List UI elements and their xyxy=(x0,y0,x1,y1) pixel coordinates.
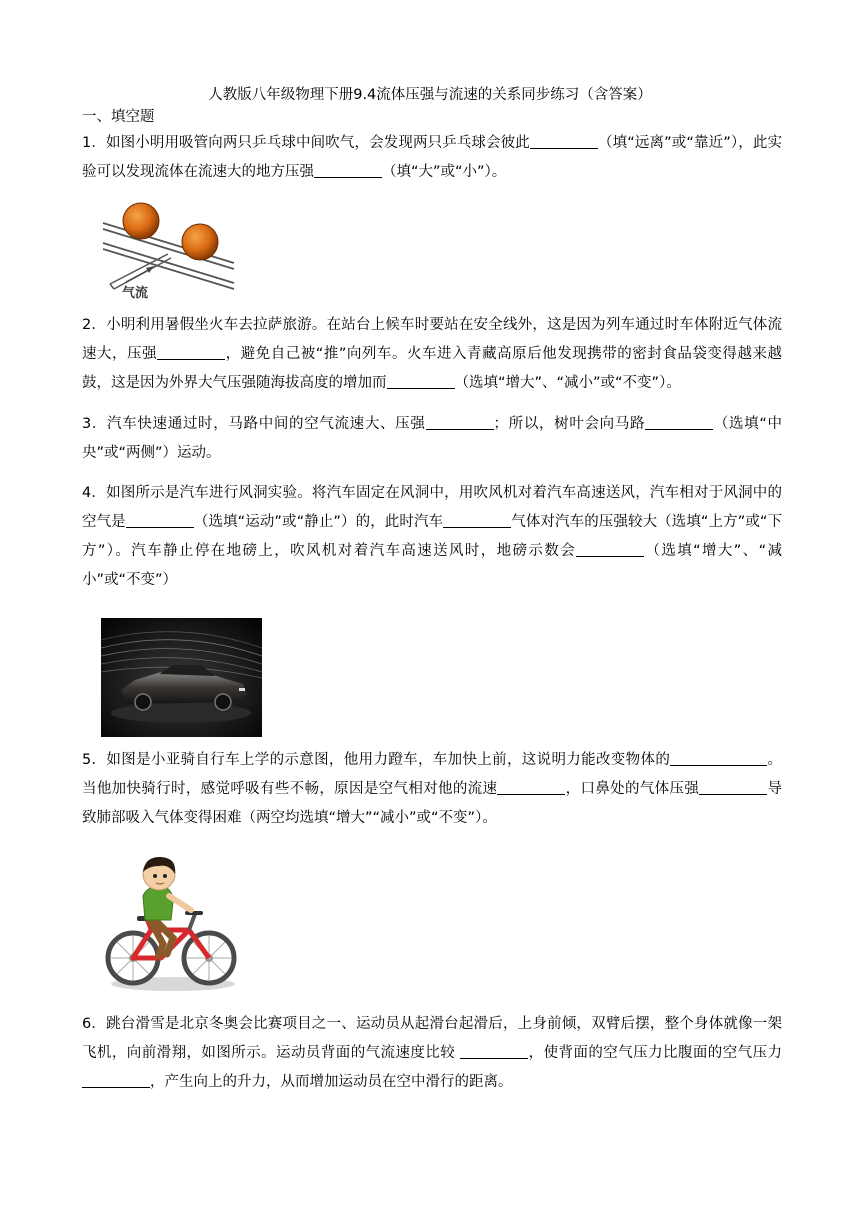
q4-text-d: （选填“增大”、“减小”或“不变”） xyxy=(82,543,782,588)
q5-blank-3[interactable] xyxy=(699,778,767,795)
q2-text-c: （选填“增大”、“减小”或“不变”）。 xyxy=(454,375,681,391)
q6-text-a: 6．跳台滑雪是北京冬奥会比赛项目之一、运动员从起滑台起滑后，上身前倾，双臂后摆，整个身体就像一架飞机，向前滑翔，如图所示。运动员背面的气流速度比较 xyxy=(82,1016,782,1061)
question-3 xyxy=(82,410,782,468)
q2-blank-2[interactable] xyxy=(387,372,455,389)
q1-text-c: （填“大”或“小”）。 xyxy=(382,164,507,180)
q3-blank-2[interactable] xyxy=(645,413,713,430)
q2-text-a: 2．小明利用暑假坐火车去拉萨旅游。在站台上候车时要站在安全线外，这是因为列车通过时车体附近气体流速大，压强 xyxy=(82,317,782,362)
q6-text-c: ，产生向上的升力，从而增加运动员在空中滑行的距离。 xyxy=(150,1074,513,1090)
q1-text-a: 1．如图小明用吸管向两只乒乓球中间吹气，会发现两只乒乓球会彼此 xyxy=(82,135,530,151)
q5-blank-2[interactable] xyxy=(497,778,565,795)
q1-blank-2[interactable] xyxy=(314,161,382,178)
boy-riding-bicycle-figure xyxy=(103,856,238,994)
q4-text-b: （选填“运动”或“静止”）的，此时汽车 xyxy=(193,514,444,530)
q5-text-b: 。当他加快骑行时，感觉呼吸有些不畅，原因是空气相对他的流速 xyxy=(82,752,782,797)
q3-text-a: 3．汽车快速通过时，马路中间的空气流速大、压强 xyxy=(82,416,426,432)
q6-text-b: ，使背面的空气压力比腹面的空气压力 xyxy=(528,1045,783,1061)
q6-blank-1[interactable] xyxy=(460,1042,528,1059)
q6-blank-2[interactable] xyxy=(82,1071,150,1088)
q3-blank-1[interactable] xyxy=(426,413,494,430)
question-6 xyxy=(82,1010,782,1097)
section-heading: 一、填空题 xyxy=(82,109,155,125)
question-5 xyxy=(82,746,782,833)
q3-text-b: ；所以，树叶会向马路 xyxy=(493,416,646,432)
q5-text-d: 导致肺部吸入气体变得困难（两空均选填“增大”“减小”或“不变”）。 xyxy=(82,781,783,826)
question-4 xyxy=(82,479,782,595)
ping-pong-figure xyxy=(100,196,240,300)
q4-text-c: 气体对汽车的压强较大（选填“上方”或“下方”）。汽车静止停在地磅上，吹风机对着汽车高速送风时，地磅示数会 xyxy=(82,514,783,559)
q5-text-a: 5．如图是小亚骑自行车上学的示意图，他用力蹬车，车加快上前，这说明力能改变物体的 xyxy=(82,752,671,768)
q2-blank-1[interactable] xyxy=(157,343,225,360)
wind-tunnel-car-photo xyxy=(101,618,262,737)
question-2 xyxy=(82,311,782,398)
page-title: 人教版八年级物理下册9.4流体压强与流速的关系同步练习（含答案） xyxy=(208,87,652,103)
q4-text-a: 4．如图所示是汽车进行风洞实验。将汽车固定在风洞中，用吹风机对着汽车高速送风，汽车相对于风洞中的空气是 xyxy=(82,485,782,530)
q4-blank-2[interactable] xyxy=(443,511,511,528)
airflow-label: 气流 xyxy=(122,286,149,301)
q4-blank-3[interactable] xyxy=(576,540,644,557)
question-1 xyxy=(82,129,782,187)
q1-blank-1[interactable] xyxy=(530,132,598,149)
q1-text-b: （填“远离”或“靠近”），此实验可以发现流体在流速大的地方压强 xyxy=(82,135,783,180)
q4-blank-1[interactable] xyxy=(126,511,194,528)
q5-blank-1[interactable] xyxy=(670,749,767,766)
q5-text-c: ，口鼻处的气体压强 xyxy=(565,781,700,797)
q3-text-c: （选填“中央”或“两侧”）运动。 xyxy=(82,416,783,461)
q2-text-b: ，避免自己被“推”向列车。火车进入青藏高原后他发现携带的密封食品袋变得越来越鼓，这是因为外界大气压强随海拔高度的增加而 xyxy=(82,346,783,391)
